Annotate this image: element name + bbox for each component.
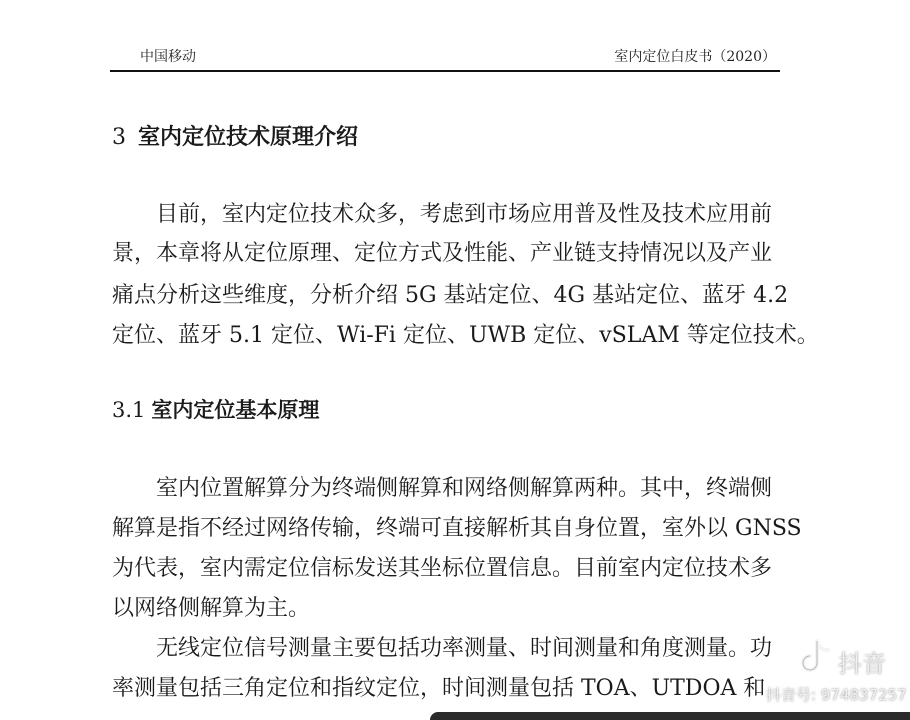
paragraph-line: 无线定位信号测量主要包括功率测量、时间测量和角度测量。功 <box>156 636 773 661</box>
paragraph-line: 率测量包括三角定位和指纹定位，时间测量包括 TOA、UTDOA 和 <box>112 676 766 701</box>
paragraph-line: 以网络侧解算为主。 <box>112 596 311 621</box>
section-3-title: 室内定位技术原理介绍 <box>138 124 359 150</box>
section-3-heading <box>112 120 358 151</box>
section-3-1-title: 室内定位基本原理 <box>151 397 320 422</box>
watermark-brand: 抖音 <box>838 650 886 678</box>
paragraph-line: 痛点分析这些维度，分析介绍 5G 基站定位、4G 基站定位、蓝牙 4.2 <box>112 283 789 308</box>
header-doc-title: 室内定位白皮书（2020） <box>614 49 776 65</box>
section-3-1-heading <box>112 394 319 424</box>
watermark-id: 抖音号: 974837257 <box>766 686 907 704</box>
header-divider <box>110 70 780 72</box>
paragraph-line: 室内位置解算分为终端侧解算和网络侧解算两种。其中，终端侧 <box>156 476 773 501</box>
video-progress-bar[interactable] <box>430 712 910 720</box>
section-3-number: 3 <box>112 125 126 150</box>
tiktok-note-icon <box>797 638 833 678</box>
paragraph-line: 景，本章将从定位原理、定位方式及性能、产业链支持情况以及产业 <box>112 241 773 266</box>
paragraph-line: 为代表，室内需定位信标发送其坐标位置信息。目前室内定位技术多 <box>112 556 773 581</box>
paragraph-line: 定位、蓝牙 5.1 定位、Wi-Fi 定位、UWB 定位、vSLAM 等定位技术。 <box>112 323 819 348</box>
header-company: 中国移动 <box>140 49 196 65</box>
paragraph-line: 目前，室内定位技术众多，考虑到市场应用普及性及技术应用前 <box>156 202 773 227</box>
section-3-1-number: 3.1 <box>112 398 146 422</box>
paragraph-line: 解算是指不经过网络传输，终端可直接解析其自身位置，室外以 GNSS <box>112 516 802 541</box>
